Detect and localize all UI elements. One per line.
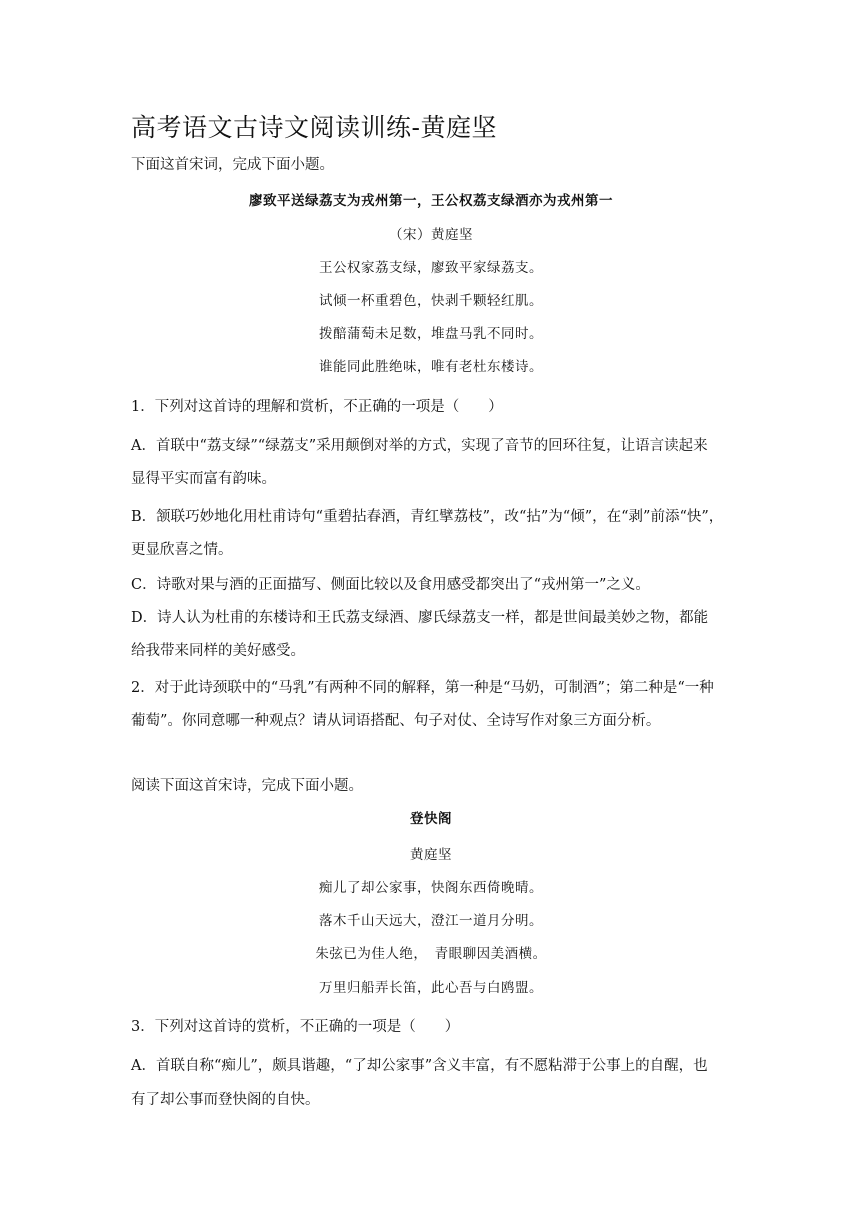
poem1-line: 谁能同此胜绝味，唯有老杜东楼诗。 xyxy=(319,359,543,375)
poem2-title: 登快阁 xyxy=(410,811,452,827)
question-1: 1．下列对这首诗的理解和赏析，不正确的一项是（ ） xyxy=(131,399,503,415)
poem1-line: 试倾一杯重碧色，快剥千颗轻红肌。 xyxy=(319,293,543,309)
q1-option-b-line1: B．颔联巧妙地化用杜甫诗句“重碧拈春酒，青红擘荔枝”，改“拈”为“倾”，在“剥”前添“快”， xyxy=(131,509,724,525)
poem1-title: 廖致平送绿荔支为戎州第一，王公权荔支绿酒亦为戎州第一 xyxy=(249,193,613,209)
q3-option-a-line2: 有了却公事而登快阁的自快。 xyxy=(131,1092,320,1108)
q1-option-d-line1: D．诗人认为杜甫的东楼诗和王氏荔支绿酒、廖氏绿荔支一样，都是世间最美妙之物，都能 xyxy=(131,610,709,626)
q1-option-b-line2: 更显欣喜之情。 xyxy=(131,542,233,558)
poem1-line: 王公权家荔支绿，廖致平家绿荔支。 xyxy=(319,260,543,276)
poem1-line: 拨醅蒲萄未足数，堆盘马乳不同时。 xyxy=(319,326,543,342)
poem2-author: 黄庭坚 xyxy=(410,847,452,863)
q3-option-a-line1: A．首联自称“痴儿”，颇具谐趣，“了却公家事”含义丰富，有不愿粘滞于公事上的自醒，也 xyxy=(131,1058,708,1074)
poem2-line: 痴儿了却公家事，快阁东西倚晚晴。 xyxy=(319,880,543,896)
q1-option-c: C．诗歌对果与酒的正面描写、侧面比较以及食用感受都突出了“戎州第一”之义。 xyxy=(131,577,650,593)
poem2-line: 朱弦已为佳人绝， 青眼聊因美酒横。 xyxy=(315,946,547,962)
poem2-line: 落木千山天远大，澄江一道月分明。 xyxy=(319,913,543,929)
poem1-author: （宋）黄庭坚 xyxy=(389,227,473,243)
q1-option-a-line2: 显得平实而富有韵味。 xyxy=(131,471,276,487)
section1-intro: 下面这首宋词，完成下面小题。 xyxy=(131,157,334,173)
question-2-line2: 葡萄”。你同意哪一种观点？请从词语搭配、句子对仗、全诗写作对象三方面分析。 xyxy=(131,713,661,729)
question-3: 3．下列对这首诗的赏析，不正确的一项是（ ） xyxy=(131,1019,460,1035)
q1-option-a-line1: A．首联中“荔支绿”“绿荔支”采用颠倒对举的方式，实现了音节的回环往复，让语言读起来 xyxy=(131,438,708,454)
question-2-line1: 2．对于此诗颈联中的“马乳”有两种不同的解释，第一种是“马奶，可制酒”；第二种是“一种 xyxy=(131,680,714,696)
q1-option-d-line2: 给我带来同样的美好感受。 xyxy=(131,643,305,659)
section2-intro: 阅读下面这首宋诗，完成下面小题。 xyxy=(131,778,363,794)
poem2-line: 万里归船弄长笛，此心吾与白鸥盟。 xyxy=(319,980,543,996)
document-title: 高考语文古诗文阅读训练-黄庭坚 xyxy=(131,113,497,142)
